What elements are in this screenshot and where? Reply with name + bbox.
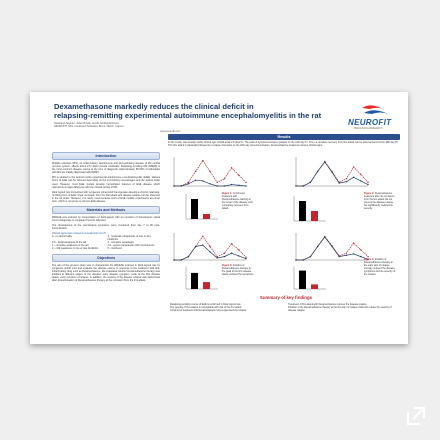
figure-4-title: Figure 4: [364, 258, 375, 261]
data-point [209, 171, 210, 172]
figure-4-line-chart [292, 230, 370, 264]
data-point [224, 185, 225, 186]
data-point [238, 174, 239, 175]
score-item: 1 - complete weakness of the tail [52, 244, 89, 248]
objectives-para: The aim of the present study was to characterize the RRrEAE induced in Dark-Agouti rats by syngeneic spinal cord and evaluate the disease course in response to the treatment with anti-inflammatory drug such as Dexamethasone. We evaluated whether Dexamethasone therapy was initiated at different stages of the disease: early disease symptom, peak of the first disease attack, early symptom of relapse. In addition, the severity of the disease relapse was determined after discontinuation of Dexamethasone therapy at the remission from the first attack. [52, 263, 160, 283]
figure-1-bar-chart [180, 192, 220, 222]
data-point [231, 243, 232, 244]
data-point [238, 255, 239, 256]
figure-2-caption [364, 192, 396, 210]
poster-url: www.neurofit.com [160, 130, 181, 133]
logo-subtitle: PRECLINICAL RESEARCH [354, 128, 383, 130]
summary-item: The severity of the relapse is comparable with that of the first attack [170, 306, 242, 310]
figure-2-line-chart [292, 154, 370, 190]
data-point [303, 185, 304, 186]
data-point [188, 256, 189, 257]
bar [311, 211, 318, 221]
data-point [360, 256, 361, 257]
poster-title [54, 102, 354, 120]
data-point [310, 182, 311, 183]
data-point [224, 178, 225, 179]
data-point [295, 259, 296, 260]
data-point [346, 181, 347, 182]
data-point [173, 259, 174, 260]
data-point [209, 246, 210, 247]
data-point [195, 180, 196, 181]
figure-1-title: Figure 1: [222, 192, 233, 195]
figure-3-title: Figure 3: [222, 264, 233, 267]
data-point [331, 246, 332, 247]
series-line [174, 236, 246, 260]
figure-3-caption [222, 264, 254, 276]
data-point [353, 253, 354, 254]
score-item: 0 - no abnormality [52, 235, 73, 239]
data-point [224, 253, 225, 254]
data-point [346, 178, 347, 179]
score-item: 3 - moderate paraparesis of one or two hindlimbs [107, 235, 151, 242]
introduction-heading: Introduction [52, 152, 160, 160]
materials-heading: Materials and Methods [52, 206, 160, 214]
title-line-2: relapsing-remitting experimental autoimmune encephalomyelitis in the rat [54, 111, 322, 120]
figure-3-line-chart [170, 230, 248, 264]
data-point [231, 167, 232, 168]
figure-1-line-chart [170, 154, 248, 190]
left-column [52, 152, 160, 282]
expand-icon[interactable] [405, 405, 427, 427]
data-point [339, 256, 340, 257]
results-text: In this model, rats develop visible clinical sign of EAE around 9 days P.I. The peak of symptoms became greatest on the 12th day P.I. Then, a complete recovery from first attack can be observed around the 18th day P.I. This first attack is classically followed by a relapse that starts on the 20th day post-immunization. Dexamethasone treatment reduces clinical signs. [168, 141, 399, 147]
data-point [353, 242, 354, 243]
data-point [173, 185, 174, 186]
figure-1-text: Continuous treatment with Dexamethasone starting at the onset of the disease until completely recovers from attack. [222, 192, 253, 210]
introduction-para-1: Multiple sclerosis (MS), an inflammatory, autoimmune and demyelinating disease of the central nervous system, affects about 2.5 million people worldwide. Relapsing-remitting MS (RRMS) is the most common disease course at the time of diagnosis. Approximately 85-90% of individuals with MS are initially diagnosed with RRMS. [52, 162, 160, 175]
score-list [52, 235, 160, 250]
objectives-heading: Objectives [52, 254, 160, 262]
data-point [195, 171, 196, 172]
data-point [245, 258, 246, 259]
data-point [224, 256, 225, 257]
data-point [310, 256, 311, 257]
data-point [231, 184, 232, 185]
bar [191, 199, 198, 219]
data-point [367, 184, 368, 185]
data-point [331, 172, 332, 173]
figure-2-title: Figure 2: [364, 192, 375, 195]
series-line [296, 161, 368, 186]
figure-4-text: Initiation of Dexamethasone therapy at the early sign of relapse strongly reduced the disease symptoms and the severity of the relapse. [364, 258, 396, 276]
summary-left [170, 303, 282, 313]
summary-right [288, 303, 400, 313]
authors: Stéphane Sagnier, Julien Binder, Emilie Andriambeloson [54, 122, 119, 125]
summary-item: Relapsing-remitting course of EAE is confirmed in Dark-Agouti rats [170, 303, 241, 306]
poster [30, 92, 408, 344]
title-line-1: Dexamethasone markedly reduces the clinical deficit in [54, 102, 254, 111]
data-point [217, 185, 218, 186]
figure-4-caption [364, 258, 396, 276]
series-line [296, 237, 368, 260]
data-point [217, 182, 218, 183]
data-point [303, 259, 304, 260]
score-item: 5 - moribund [107, 247, 122, 251]
bar [203, 282, 210, 289]
bar [299, 271, 306, 289]
data-point [360, 174, 361, 175]
scoring-heading: Clinical signs were scored on a scale from 0 to 5: [52, 232, 107, 235]
figure-2-bar-chart [288, 194, 328, 224]
data-point [202, 160, 203, 161]
data-point [217, 257, 218, 258]
bar [191, 273, 198, 289]
score-item: 4.5 - severe paraparesis with incontinence [107, 244, 155, 248]
figure-1-caption [222, 192, 254, 210]
data-point [245, 185, 246, 186]
bar [299, 201, 306, 221]
authors-block [54, 122, 234, 128]
data-point [195, 246, 196, 247]
data-point [339, 182, 340, 183]
figure-3-bar-chart [180, 264, 220, 292]
data-point [367, 182, 368, 183]
affiliation: NEUROFIT SAS, boulevard Sébastien Brant, Illkirch, France [54, 125, 124, 129]
bar [203, 214, 210, 219]
summary-item: Treatment of first attack with Dexamethasone reduces the disease relapse [288, 303, 367, 306]
data-point [181, 185, 182, 186]
data-point [324, 236, 325, 237]
score-item: 4 - complete paraplegia [107, 241, 134, 245]
figure-3-text: Initiation of Dexamethasone therapy at the peak of the first disease attack reduced the symptoms. [222, 264, 254, 276]
score-item: 0.5 - distal weakness of the tail [52, 241, 87, 245]
data-point [346, 253, 347, 254]
data-point [317, 246, 318, 247]
data-point [238, 249, 239, 250]
series-line [296, 162, 368, 186]
series-line [296, 236, 368, 260]
data-point [295, 185, 296, 186]
data-point [181, 259, 182, 260]
data-point [360, 180, 361, 181]
results-heading: Results [168, 134, 400, 140]
data-point [202, 180, 203, 181]
data-point [202, 236, 203, 237]
data-point [346, 255, 347, 256]
data-point [188, 182, 189, 183]
logo-text: NEUROFIT [348, 118, 392, 127]
data-point [188, 183, 189, 184]
materials-para-1: RRrEAE was induced by immunization of Dark-Agouti with an emulsion of homologous spinal cord homogenate in complete Freund's adjuvant. [52, 216, 160, 223]
bar [311, 284, 318, 289]
data-point [238, 185, 239, 186]
score-item: 2 - mild weakness in one or two hindlimbs [52, 247, 99, 251]
introduction-para-3: Dark Agouti rats immunized with syngeneic spinal cord homogenate develop a chronic relapsing-remitting form of EAE. Clear remission from the first attack and disease relapse can be observed in the rat strain. However, it is rarely used because most of EAE models experiments are short term, which is not prone to chronic EAE disease. [52, 190, 160, 204]
data-point [231, 253, 232, 254]
series-line [174, 180, 246, 186]
summary-item: Initiation of the Dexamethasone therapy at the first sign of relapse markedly reduce the severity of disease relapse [288, 306, 392, 313]
introduction-para-2: MS is studied in the animal model experimental autoimmune encephalomyelitis (EAE). Various forms of EAE can be induced depending on the immunizing neuroantigen and the animal strain used. However, most EAE models develop monophasic features of EAE disease which represents a major difference with the clinical setting of MS. [52, 176, 160, 189]
data-point [353, 166, 354, 167]
data-point [209, 251, 210, 252]
data-point [245, 257, 246, 258]
data-point [324, 161, 325, 162]
data-point [353, 177, 354, 178]
series-line [174, 161, 246, 186]
data-point [317, 171, 318, 172]
data-point [360, 249, 361, 250]
summary-heading: Summary of key findings [259, 295, 313, 300]
data-point [209, 183, 210, 184]
materials-para-2: The development of the neurological symptoms were monitored from day 7 to 28 post-immunization. [52, 224, 160, 231]
data-point [245, 182, 246, 183]
figure-2-text: Dexamethasone treatment after the remission from the first attack did not prevent the disease relapse but significantly reduced its severity. [364, 192, 395, 210]
summary-item: Continuous treatment with Dexamethasone fully suppressed the relapse [170, 309, 247, 313]
figure-4-bar-chart [288, 264, 328, 292]
data-point [202, 244, 203, 245]
